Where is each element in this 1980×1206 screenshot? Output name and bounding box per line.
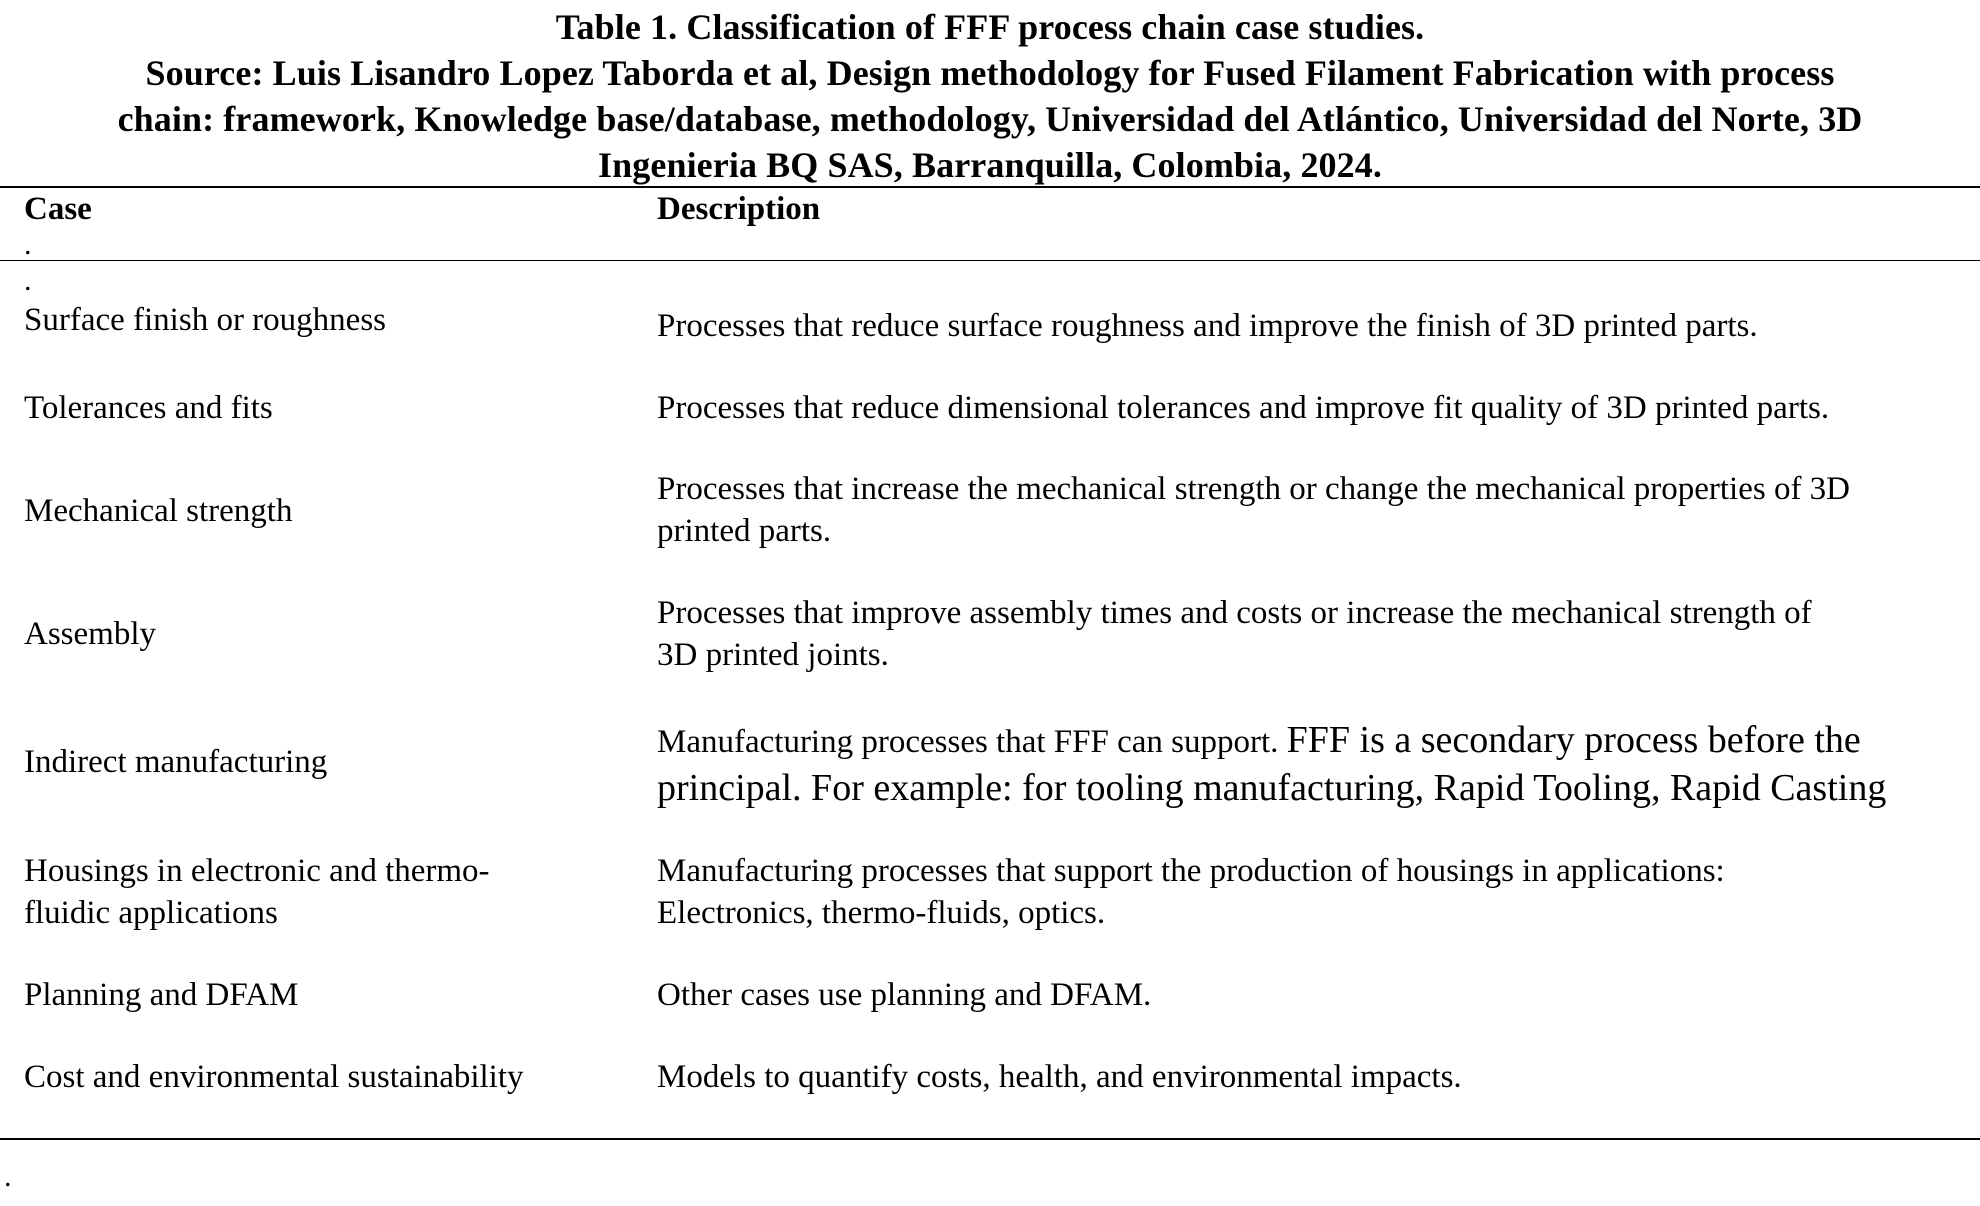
table-header-rule [0, 260, 1980, 261]
description-cell [657, 592, 1967, 676]
description-line [657, 716, 1967, 764]
description-cell: Models to quantify costs, health, and environmental impacts. [657, 1059, 1462, 1095]
case-line: Housings in electronic and thermo- [24, 853, 490, 889]
case-line: fluidic applications [24, 895, 278, 931]
caption-source-line-1: Source: Luis Lisandro Lopez Taborda et al, Design methodology for Fused Filament Fabrication with process [145, 53, 1835, 93]
description-line: Processes that improve assembly times and costs or increase the mechanical strength of [657, 595, 1812, 631]
case-cell: Surface finish or roughness [24, 302, 387, 338]
description-cell [657, 716, 1967, 812]
description-cell: Processes that reduce dimensional tolerances and improve fit quality of 3D printed parts. [657, 390, 1830, 426]
case-cell [24, 850, 624, 934]
description-segment: Manufacturing processes that FFF can support. [657, 724, 1287, 760]
table-bottom-rule [0, 1138, 1980, 1140]
case-cell: Mechanical strength [24, 493, 293, 529]
case-cell: Assembly [24, 616, 156, 652]
column-header-description: Description [657, 191, 821, 227]
footer-stray-dot: . [4, 1160, 12, 1193]
case-cell: Cost and environmental sustainability [24, 1059, 524, 1095]
description-cell: Processes that reduce surface roughness and improve the finish of 3D printed parts. [657, 308, 1758, 344]
description-line: Processes that increase the mechanical strength or change the mechanical properties of 3D [657, 471, 1851, 507]
body-stray-dot: . [24, 264, 32, 297]
caption-source-line-3: Ingenieria BQ SAS, Barranquilla, Colombia, 2024. [598, 145, 1382, 185]
description-cell: Other cases use planning and DFAM. [657, 977, 1152, 1013]
description-line: printed parts. [657, 513, 832, 549]
table-top-rule [0, 186, 1980, 188]
caption-title: Table 1. Classification of FFF process chain case studies. [555, 7, 1425, 47]
column-header-case: Case [24, 191, 92, 227]
table-caption [0, 4, 1980, 188]
description-line: Electronics, thermo-fluids, optics. [657, 895, 1106, 931]
description-cell [657, 468, 1967, 552]
description-cell [657, 850, 1967, 934]
description-segment: FFF is a secondary process before the [1286, 719, 1861, 761]
case-cell: Planning and DFAM [24, 977, 299, 1013]
description-line: Manufacturing processes that support the production of housings in applications: [657, 853, 1725, 889]
case-cell: Tolerances and fits [24, 390, 273, 426]
description-line: principal. For example: for tooling manufacturing, Rapid Tooling, Rapid Casting [657, 767, 1887, 809]
header-stray-dot: . [24, 228, 32, 261]
description-line: 3D printed joints. [657, 637, 889, 673]
case-cell: Indirect manufacturing [24, 744, 328, 780]
caption-source-line-2: chain: framework, Knowledge base/database, methodology, Universidad del Atlántico, Universidad del Norte, 3D [117, 99, 1863, 139]
